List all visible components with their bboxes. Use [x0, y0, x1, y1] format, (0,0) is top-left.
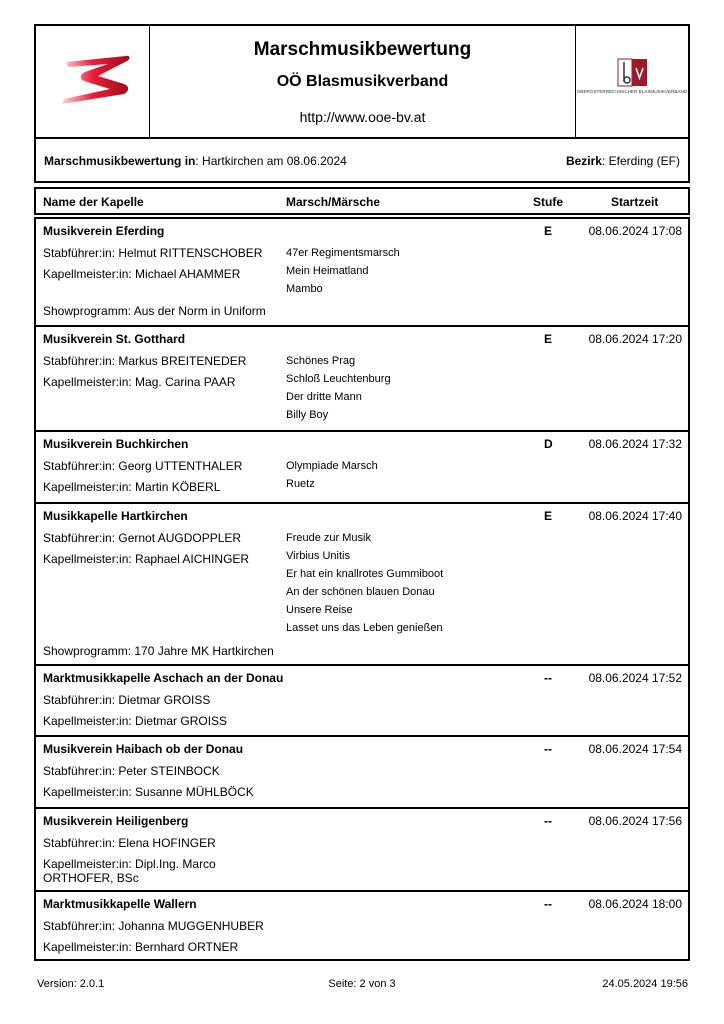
- footer-version: Version: 2.0.1: [37, 978, 105, 990]
- band-kapellmeister: Kapellmeister:in: Dipl.Ing. Marco ORTHOFER, BSc: [43, 857, 216, 885]
- table-row: [36, 325, 688, 432]
- band-stufe: --: [544, 814, 552, 828]
- marsch-item: 47er Regimentsmarsch: [286, 247, 400, 259]
- bands-table: [34, 217, 690, 961]
- marsch-item: Billy Boy: [286, 409, 329, 421]
- band-stabfuehrer: Stabführer:in: Markus BREITENEDER: [43, 354, 247, 368]
- marsch-item: Lasset uns das Leben genießen: [286, 622, 443, 634]
- table-row: [36, 890, 688, 961]
- band-kapellmeister: Kapellmeister:in: Dietmar GROISS: [43, 714, 228, 728]
- band-stufe: --: [544, 897, 552, 911]
- band-stabfuehrer: Stabführer:in: Johanna MUGGENHUBER: [43, 919, 264, 933]
- marsch-item: Freude zur Musik: [286, 532, 371, 544]
- event-info-bar: [34, 137, 690, 183]
- marsch-item: Olympiade Marsch: [286, 460, 378, 472]
- marsch-item: Schönes Prag: [286, 355, 356, 367]
- band-startzeit: 08.06.2024 17:40: [588, 509, 682, 523]
- district-value: : Eferding (EF): [601, 154, 680, 168]
- table-row: [36, 807, 688, 892]
- website-url: http://www.ooe-bv.at: [299, 109, 426, 125]
- band-kapellmeister: Kapellmeister:in: Bernhard ORTNER: [43, 940, 239, 954]
- band-name: Musikverein Eferding: [43, 224, 165, 238]
- band-startzeit: 08.06.2024 17:52: [588, 671, 682, 685]
- marsch-item: Mein Heimatland: [286, 265, 369, 277]
- band-name: Musikverein St. Gotthard: [43, 332, 186, 346]
- marsch-item: Ruetz: [286, 478, 315, 490]
- red-s-logo-icon: [36, 26, 149, 137]
- band-stabfuehrer: Stabführer:in: Dietmar GROISS: [43, 693, 211, 707]
- band-kapellmeister: Kapellmeister:in: Susanne MÜHLBÖCK: [43, 785, 254, 799]
- band-stufe: E: [544, 332, 553, 346]
- band-stabfuehrer: Stabführer:in: Helmut RITTENSCHOBER: [43, 246, 263, 260]
- table-row: [36, 430, 688, 504]
- band-name: Marktmusikkapelle Aschach an der Donau: [43, 671, 284, 685]
- band-stabfuehrer: Stabführer:in: Georg UTTENTHALER: [43, 459, 243, 473]
- table-row: [36, 735, 688, 809]
- band-name: Musikverein Buchkirchen: [43, 437, 189, 451]
- band-name: Musikkapelle Hartkirchen: [43, 509, 188, 523]
- marsch-item: An der schönen blauen Donau: [286, 586, 435, 598]
- logo-caption: OBERÖSTERREICHISCHER BLASMUSIKVERBAND: [576, 89, 688, 94]
- event-location-value: : Hartkirchen am 08.06.2024: [195, 154, 347, 168]
- column-header-stufe: Stufe: [533, 195, 563, 209]
- blasmusikverband-logo-icon: [576, 26, 688, 137]
- band-stufe: --: [544, 671, 552, 685]
- band-kapellmeister: Kapellmeister:in: Michael AHAMMER: [43, 267, 241, 281]
- column-header-marsch: Marsch/Märsche: [286, 195, 381, 209]
- marsch-item: Er hat ein knallrotes Gummiboot: [286, 568, 444, 580]
- marsch-item: Unsere Reise: [286, 604, 353, 616]
- band-name: Marktmusikkapelle Wallern: [43, 897, 197, 911]
- band-startzeit: 08.06.2024 17:56: [588, 814, 682, 828]
- marsch-item: Mambo: [286, 283, 323, 295]
- district-label: Bezirk: [565, 154, 602, 168]
- band-stabfuehrer: Stabführer:in: Gernot AUGDOPPLER: [43, 531, 242, 545]
- marsch-item: Schloß Leuchtenburg: [286, 373, 391, 385]
- event-location-label: Marschmusikbewertung in: [44, 154, 196, 168]
- band-stabfuehrer: Stabführer:in: Peter STEINBOCK: [43, 764, 220, 778]
- table-row: [36, 664, 688, 737]
- table-row: [36, 219, 688, 325]
- document-header: [34, 24, 690, 139]
- table-header: [34, 187, 690, 215]
- band-stufe: D: [544, 437, 553, 451]
- column-header-name: Name der Kapelle: [43, 195, 144, 209]
- band-stabfuehrer: Stabführer:in: Elena HOFINGER: [43, 836, 216, 850]
- column-header-startzeit: Startzeit: [611, 195, 659, 209]
- event-location: [44, 154, 347, 168]
- band-stufe: E: [544, 224, 553, 238]
- band-stufe: --: [544, 742, 552, 756]
- band-startzeit: 08.06.2024 18:00: [588, 897, 682, 911]
- band-startzeit: 08.06.2024 17:32: [588, 437, 682, 451]
- marsch-item: Virbius Unitis: [286, 550, 350, 562]
- band-showprogramm: Showprogramm: Aus der Norm in Uniform: [43, 304, 266, 318]
- district: [566, 154, 680, 168]
- band-kapellmeister: Kapellmeister:in: Martin KÖBERL: [43, 480, 221, 494]
- band-stufe: E: [544, 509, 553, 523]
- document-title: Marschmusikbewertung: [253, 39, 472, 60]
- band-kapellmeister: Kapellmeister:in: Mag. Carina PAAR: [43, 375, 236, 389]
- band-name: Musikverein Haibach ob der Donau: [43, 742, 244, 756]
- table-row: [36, 502, 688, 666]
- band-startzeit: 08.06.2024 17:20: [588, 332, 682, 346]
- footer-date: 24.05.2024 19:56: [602, 978, 688, 990]
- band-name: Musikverein Heiligenberg: [43, 814, 189, 828]
- band-showprogramm: Showprogramm: 170 Jahre MK Hartkirchen: [43, 644, 274, 658]
- band-startzeit: 08.06.2024 17:08: [588, 224, 682, 238]
- document-subtitle: OÖ Blasmusikverband: [276, 73, 449, 90]
- band-startzeit: 08.06.2024 17:54: [588, 742, 682, 756]
- association-logo: [575, 26, 688, 137]
- marsch-item: Der dritte Mann: [286, 391, 362, 403]
- footer-page-number: Seite: 2 von 3: [328, 978, 396, 990]
- brand-logo: [36, 26, 150, 137]
- band-kapellmeister: Kapellmeister:in: Raphael AICHINGER: [43, 552, 250, 566]
